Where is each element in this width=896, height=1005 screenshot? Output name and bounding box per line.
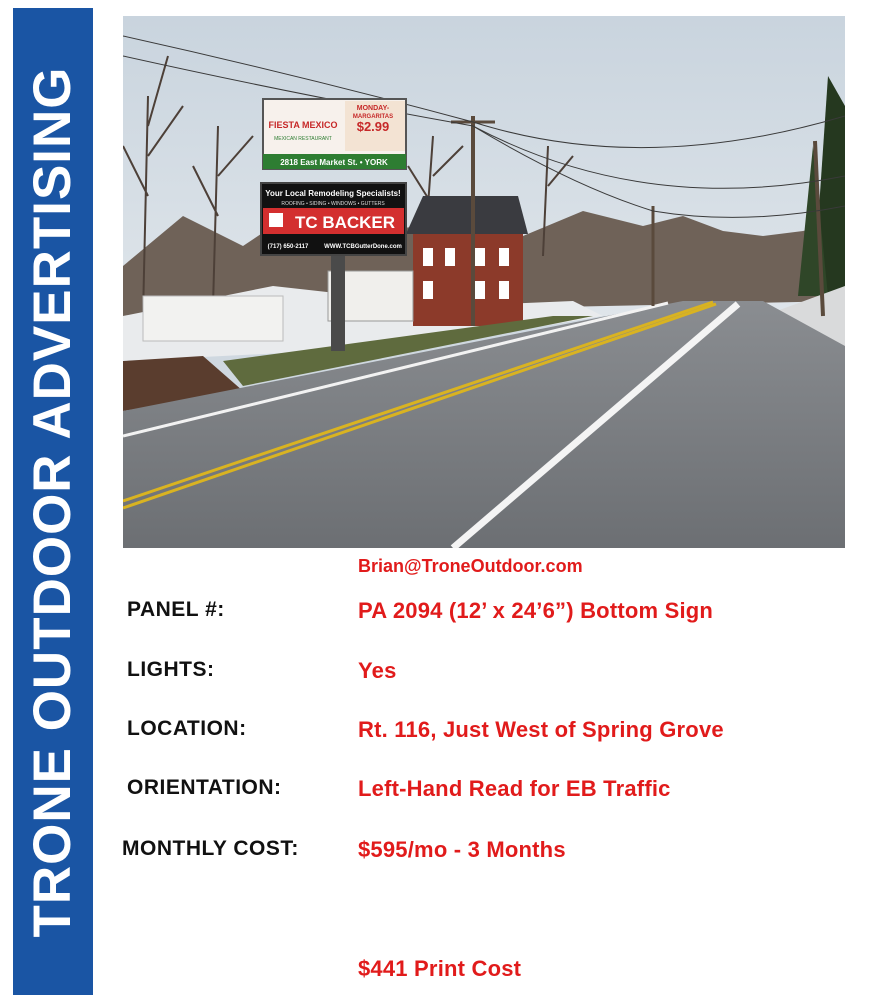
billboard-pole: [331, 256, 345, 351]
print-cost-value: $441 Print Cost: [358, 956, 522, 981]
billboard-bottom-services: ROOFING • SIDING • WINDOWS • GUTTERS: [281, 201, 385, 207]
location-value: Rt. 116, Just West of Spring Grove: [358, 717, 724, 742]
panel-value: PA 2094 (12’ x 24’6”) Bottom Sign: [358, 598, 714, 623]
contact-email[interactable]: Brian@TroneOutdoor.com: [358, 556, 583, 576]
billboard-top: [263, 99, 406, 169]
panel-label: PANEL #:: [127, 598, 225, 621]
monthly-cost-row: [0, 837, 896, 867]
orientation-row: [0, 776, 896, 806]
billboard-top-line2: MARGARITAS: [352, 114, 394, 120]
billboard-bottom-web: WWW.TCBGutterDone.com: [324, 244, 402, 250]
orientation-value: Left-Hand Read for EB Traffic: [358, 776, 671, 801]
monthly-cost-label: MONTHLY COST:: [122, 837, 299, 860]
billboard-photo: [123, 16, 845, 548]
orientation-label: ORIENTATION:: [127, 776, 282, 799]
billboard-bottom: [261, 183, 406, 255]
billboard-top-brand: FIESTA MEXICO: [268, 120, 338, 130]
billboard-bottom-phone: (717) 650-2117: [267, 244, 309, 250]
lights-label: LIGHTS:: [127, 658, 215, 681]
brand-name: TRONE OUTDOOR ADVERTISING: [23, 65, 82, 938]
lights-value: Yes: [358, 658, 397, 683]
white-building: [143, 296, 283, 341]
billboard-bottom-brand: TC BACKER: [294, 213, 396, 232]
billboard-top-address: 2818 East Market St. • YORK: [280, 158, 388, 167]
billboard-top-line1: MONDAY-: [356, 105, 390, 112]
print-cost-row: [0, 956, 896, 986]
billboard-top-price: $2.99: [356, 119, 390, 134]
lights-row: [0, 658, 896, 688]
billboard-bottom-tagline: Your Local Remodeling Specialists!: [265, 189, 401, 198]
panel-row: [0, 598, 896, 628]
location-row: [0, 717, 896, 747]
billboard-top-subtitle: MEXICAN RESTAURANT: [274, 136, 332, 142]
location-label: LOCATION:: [127, 717, 247, 740]
monthly-cost-value: $595/mo - 3 Months: [358, 837, 566, 862]
